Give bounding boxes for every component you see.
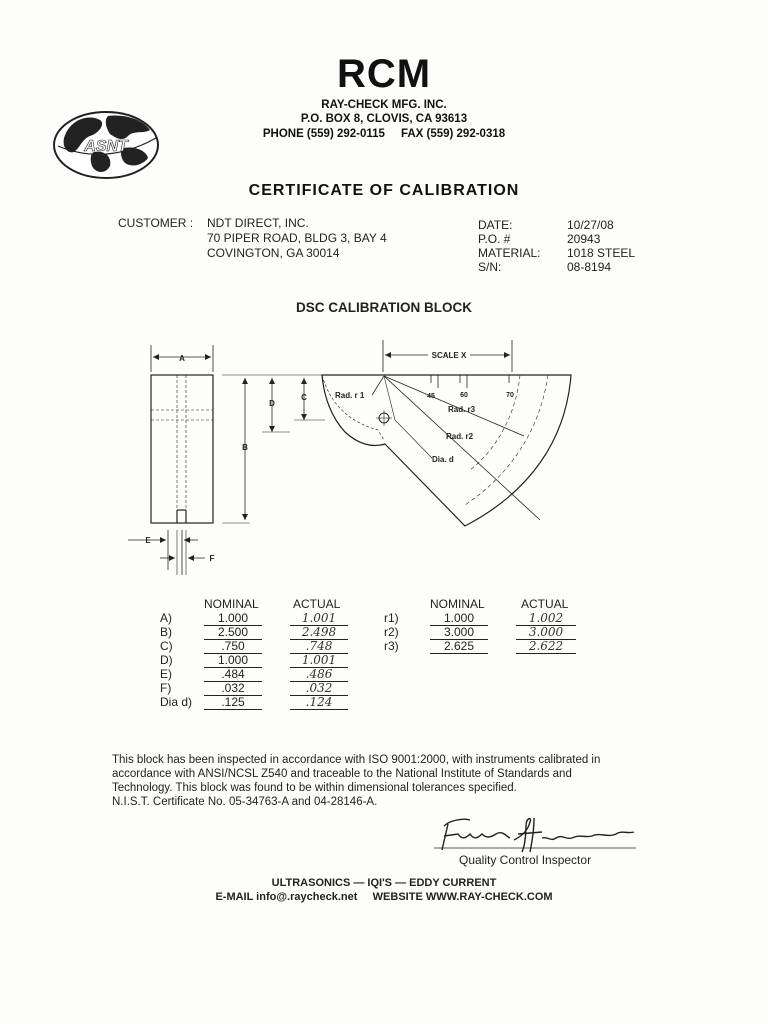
row-r2-actual: 3.000 [516,625,576,640]
row-dia-label: Dia d) [160,695,193,709]
row-c-label: C) [160,639,173,653]
company-logo: RCM [336,52,432,96]
row-a-actual: 1.001 [290,611,348,626]
po-label: P.O. # [478,232,511,246]
company-fax: FAX (559) 292-0318 [400,128,506,140]
customer-line-3: COVINGTON, GA 30014 [207,246,340,260]
dim-label-b: B [242,443,248,452]
dim-label-f: F [209,554,215,563]
document-title: CERTIFICATE OF CALIBRATION [248,182,520,199]
row-c-nominal: .750 [204,639,262,654]
row-r3-label: r3) [384,639,399,653]
row-f-actual: .032 [290,681,348,696]
company-name: RAY-CHECK MFG. INC. [321,99,447,111]
statement-line-1: This block has been inspected in accordance with ISO 9001:2000, with instruments calibrated in [112,754,601,766]
row-b-actual: 2.498 [290,625,348,640]
signature-role: Quality Control Inspector [459,853,592,867]
po-value: 20943 [567,232,601,246]
row-r1-label: r1) [384,611,399,625]
row-e-actual: .486 [290,667,348,682]
scale-x-label: SCALE X [431,351,467,360]
row-r3-nominal: 2.625 [430,639,488,654]
radius-r1-label: Rad. r 1 [335,391,365,400]
right-nominal-header: NOMINAL [430,597,485,611]
row-a-nominal: 1.000 [204,611,262,626]
row-e-label: E) [160,667,172,681]
date-value: 10/27/08 [567,218,614,232]
inspector-signature [430,812,640,858]
right-actual-header: ACTUAL [521,597,569,611]
customer-line-1: NDT DIRECT, INC. [207,216,309,230]
dim-label-a: A [179,354,185,363]
scale-tick-60: 60 [460,392,468,399]
block-title: DSC CALIBRATION BLOCK [296,300,472,315]
statement-line-3: Technology. This block was found to be within dimensional tolerances specified. [112,782,517,794]
dim-label-e: E [145,536,151,545]
radius-r3-label: Rad. r3 [448,405,476,414]
row-b-label: B) [160,625,172,639]
row-d-actual: 1.001 [290,653,348,668]
date-label: DATE: [478,218,513,232]
diameter-d-label: Dia. d [432,455,454,464]
company-phone: PHONE (559) 292-0115 [262,128,385,140]
left-nominal-header: NOMINAL [204,597,259,611]
left-actual-header: ACTUAL [293,597,341,611]
footer-contact [0,891,768,903]
footer-website: WEBSITE WWW.RAY-CHECK.COM [372,891,553,903]
row-dia-nominal: .125 [204,695,262,710]
scale-tick-45: 45 [427,393,435,400]
row-d-nominal: 1.000 [204,653,262,668]
customer-label: CUSTOMER : [118,216,194,230]
dim-label-c: C [301,393,307,402]
serial-value: 08-8194 [567,260,612,274]
row-r2-nominal: 3.000 [430,625,488,640]
radius-r2-label: Rad. r2 [446,432,474,441]
row-a-label: A) [160,611,172,625]
row-b-nominal: 2.500 [204,625,262,640]
material-label: MATERIAL: [478,246,541,260]
row-r2-label: r2) [384,625,399,639]
statement-line-2: accordance with ANSI/NCSL Z540 and traceable to the National Institute of Standards and [112,768,572,780]
footer-services: ULTRASONICS — IQI'S — EDDY CURRENT [271,877,497,889]
customer-line-2: 70 PIPER ROAD, BLDG 3, BAY 4 [207,231,387,245]
statement-line-4: N.I.S.T. Certificate No. 05-34763-A and 04-28146-A. [112,796,378,808]
inspection-statement [112,753,652,809]
dim-label-d: D [269,399,275,408]
row-f-label: F) [160,681,172,695]
row-e-nominal: .484 [204,667,262,682]
footer-email: E-MAIL info@.raycheck.net [215,891,358,903]
row-r1-nominal: 1.000 [430,611,488,626]
scale-tick-70: 70 [506,392,514,399]
material-value: 1018 STEEL [567,246,636,260]
serial-label: S/N: [478,260,502,274]
company-address: P.O. BOX 8, CLOVIS, CA 93613 [300,113,468,125]
row-f-nominal: .032 [204,681,262,696]
front-view-block [151,375,213,523]
row-r3-actual: 2.622 [516,639,576,654]
row-dia-actual: .124 [290,695,348,710]
row-r1-actual: 1.002 [516,611,576,626]
asnt-emblem-text: ASNT [84,138,128,155]
row-d-label: D) [160,653,173,667]
row-c-actual: .748 [290,639,348,654]
